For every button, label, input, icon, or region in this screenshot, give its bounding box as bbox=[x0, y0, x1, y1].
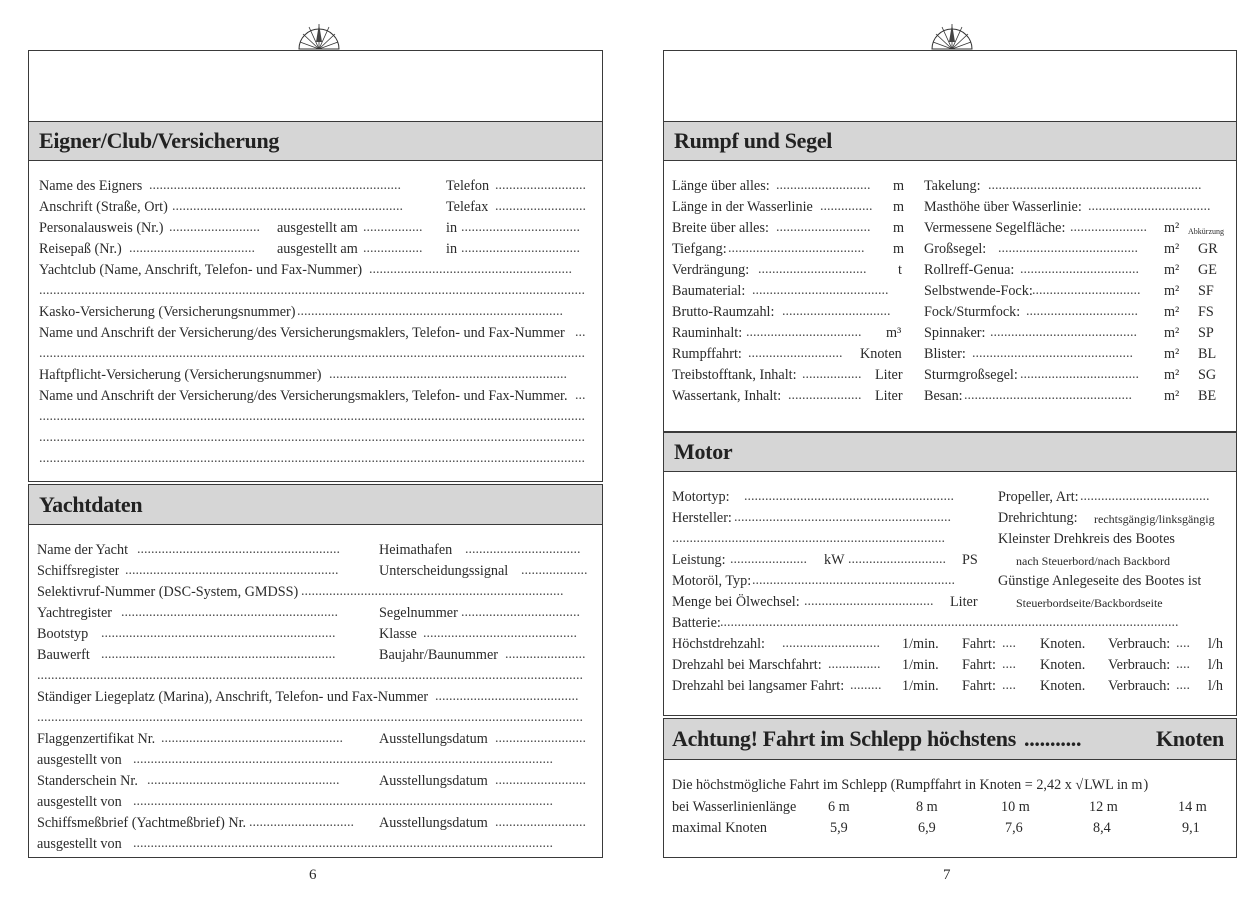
motor-section bbox=[663, 432, 1237, 716]
owner-passport-issued-label: ausgestellt am bbox=[277, 241, 358, 257]
owner-id-in-dots: .................................. bbox=[461, 220, 580, 235]
tonnage-cert-label: Schiffsmeßbrief (Yachtmeßbrief) Nr. bbox=[37, 815, 247, 831]
owner-id-label: Personalausweis (Nr.) bbox=[39, 220, 164, 236]
issued-by-2-dots: ........................................................................................................................ bbox=[133, 794, 553, 809]
build-year-dots: ....................... bbox=[505, 647, 586, 662]
waterline-length-value: 8 m bbox=[916, 799, 938, 815]
dsc-dots: ........................................................................... bbox=[301, 584, 564, 599]
issued-by-2-label: ausgestellt von bbox=[37, 794, 122, 810]
rpm-row-cons-unit: l/h bbox=[1208, 636, 1223, 652]
sail-row-abbr: SP bbox=[1198, 325, 1214, 341]
sail-row-label: Spinnaker: bbox=[924, 325, 986, 341]
max-knots-value: 9,1 bbox=[1182, 820, 1200, 836]
ship-register-label: Schiffsregister bbox=[37, 563, 120, 579]
sail-row-label: Blister: bbox=[924, 346, 966, 362]
rpm-row-knots: Knoten. bbox=[1040, 678, 1086, 694]
sail-row-abbr: GR bbox=[1198, 241, 1218, 257]
berth-dots: ......................................... bbox=[435, 689, 579, 704]
tonnage-cert-dots: .............................. bbox=[249, 815, 354, 830]
owner-id-issued-label: ausgestellt am bbox=[277, 220, 358, 236]
hull-row-label: Wassertank, Inhalt: bbox=[672, 388, 782, 404]
home-port-label: Heimathafen bbox=[379, 542, 453, 558]
liability-insurer-label: Name und Anschrift der Versicherung/des Versicherungsmaklers, Telefon- und Fax-Nummer. bbox=[39, 388, 568, 404]
owner-section-header bbox=[29, 121, 602, 161]
hull-row-label: Länge über alles: bbox=[672, 178, 770, 194]
class-label: Klasse bbox=[379, 626, 417, 642]
rpm-row-cons-unit: l/h bbox=[1208, 657, 1223, 673]
shipyard-dots-2: ............................................................................................................................................................ bbox=[37, 668, 583, 683]
tow-section bbox=[663, 718, 1237, 858]
owner-id-dots: .......................... bbox=[169, 220, 260, 235]
rpm-row-dots: ............... bbox=[828, 657, 881, 672]
issue-date-2-dots: .......................... bbox=[495, 773, 586, 788]
tow-formula-prefix: Die höchstmögliche Fahrt im Schlepp (Rumpffahrt in Knoten = 2,42 x √ bbox=[672, 777, 1084, 793]
sail-row-abbr: SF bbox=[1198, 283, 1214, 299]
rpm-row-knots: Knoten. bbox=[1040, 636, 1086, 652]
hull-section-title: Rumpf und Segel bbox=[674, 128, 833, 153]
hull-row-dots: ....................................... bbox=[752, 283, 889, 298]
oil-type-label: Motoröl, Typ: bbox=[672, 573, 752, 589]
turning-options: nach Steuerbord/nach Backbord bbox=[1016, 554, 1170, 568]
sail-row-abbr: FS bbox=[1198, 304, 1214, 320]
issue-date-3-dots: .......................... bbox=[495, 815, 586, 830]
sail-number-dots: .................................. bbox=[461, 605, 580, 620]
waterline-length-value: 6 m bbox=[828, 799, 850, 815]
sail-row-abbr: GE bbox=[1198, 262, 1217, 278]
berth-dots-2: ............................................................................................................................................................ bbox=[37, 710, 583, 725]
hull-row-unit: m bbox=[893, 220, 905, 236]
sail-row-dots: ................................ bbox=[1026, 304, 1138, 319]
docking-side-label: Günstige Anlegeseite des Bootes ist bbox=[998, 573, 1202, 589]
issued-by-1-dots: ........................................................................................................................ bbox=[133, 752, 553, 767]
sail-row-unit: m² bbox=[1164, 262, 1180, 278]
hull-row-unit: t bbox=[898, 262, 902, 278]
sail-row-unit: m² bbox=[1164, 241, 1180, 257]
turning-circle-label: Kleinster Drehkreis des Bootes bbox=[998, 531, 1175, 547]
hull-section-header bbox=[664, 121, 1236, 161]
rpm-row-cons-dots: .... bbox=[1176, 678, 1190, 693]
owner-passport-in-label: in bbox=[446, 241, 458, 257]
liability-insurer-dots-4: ............................................................................................................................................................ bbox=[39, 451, 585, 466]
owner-passport-label: Reisepaß (Nr.) bbox=[39, 241, 122, 257]
yacht-register-dots: .............................................................. bbox=[121, 605, 338, 620]
rpm-row-speed-dots: .... bbox=[1002, 678, 1016, 693]
sail-row-dots: .................................. bbox=[1020, 262, 1139, 277]
rpm-row-cons-unit: l/h bbox=[1208, 678, 1223, 694]
battery-dots: ................................................................................................................................... bbox=[720, 615, 1179, 630]
maker-dots: .............................................................. bbox=[734, 510, 951, 525]
sail-row-unit: m² bbox=[1164, 346, 1180, 362]
rpm-row-speed: Fahrt: bbox=[962, 636, 996, 652]
owner-id-issued-dots: ................. bbox=[363, 220, 423, 235]
docking-options: Steuerbordseite/Backbordseite bbox=[1016, 596, 1163, 610]
tow-formula-suffix: ) bbox=[1143, 777, 1149, 793]
yacht-data-title: Yachtdaten bbox=[39, 492, 143, 517]
oil-qty-dots: ..................................... bbox=[804, 594, 934, 609]
yacht-club-dots-2: ............................................................................................................................................................ bbox=[39, 283, 585, 298]
sail-row-unit: m² bbox=[1164, 388, 1180, 404]
right-page bbox=[625, 0, 1250, 905]
battery-label: Batterie: bbox=[672, 615, 721, 631]
owner-passport-dots: .................................... bbox=[129, 241, 255, 256]
hull-row-label: Rumpffahrt: bbox=[672, 346, 742, 362]
hull-row-dots: ............................... bbox=[758, 262, 867, 277]
berth-label: Ständiger Liegeplatz (Marina), Anschrift, Telefon- und Fax-Nummer bbox=[37, 689, 429, 705]
sail-row-label: Fock/Sturmfock: bbox=[924, 304, 1021, 320]
shipyard-dots: ................................................................... bbox=[101, 647, 336, 662]
max-knots-value: 8,4 bbox=[1093, 820, 1111, 836]
liability-dots: .................................................................... bbox=[329, 367, 567, 382]
rpm-row-speed: Fahrt: bbox=[962, 678, 996, 694]
motor-section-header bbox=[664, 433, 1236, 472]
owner-section bbox=[28, 50, 603, 482]
liability-label: Haftpflicht-Versicherung (Versicherungsnummer) bbox=[39, 367, 322, 383]
hull-section bbox=[663, 50, 1237, 432]
rpm-row-cons-dots: .... bbox=[1176, 636, 1190, 651]
kasko-insurer-dots: ... bbox=[575, 325, 586, 340]
maker-dots-2: .............................................................................. bbox=[672, 531, 945, 546]
hull-row-unit: m³ bbox=[886, 325, 902, 341]
compass-rose-icon bbox=[297, 22, 341, 50]
rpm-row-unit: 1/min. bbox=[902, 678, 939, 694]
motor-type-label: Motortyp: bbox=[672, 489, 730, 505]
hull-row-dots: ............... bbox=[820, 199, 873, 214]
owner-id-in-label: in bbox=[446, 220, 458, 236]
hull-row-label: Rauminhalt: bbox=[672, 325, 743, 341]
yacht-club-label: Yachtclub (Name, Anschrift, Telefon- und Fax-Nummer) bbox=[39, 262, 363, 278]
call-sign-dots: ................... bbox=[521, 563, 588, 578]
propeller-label: Propeller, Art: bbox=[998, 489, 1079, 505]
sail-row-dots: .................................. bbox=[1020, 367, 1139, 382]
rpm-row-cons-dots: .... bbox=[1176, 657, 1190, 672]
sail-row-label: Besan: bbox=[924, 388, 963, 404]
rpm-row-consumption: Verbrauch: bbox=[1108, 657, 1171, 673]
issue-date-1-label: Ausstellungsdatum bbox=[379, 731, 488, 747]
max-knots-label: maximal Knoten bbox=[672, 820, 767, 836]
issued-by-3-dots: ........................................................................................................................ bbox=[133, 836, 553, 851]
kasko-insurer-dots-2: ............................................................................................................................................................ bbox=[39, 346, 585, 361]
sail-row-dots: .......................................... bbox=[990, 325, 1137, 340]
kasko-label: Kasko-Versicherung (Versicherungsnummer) bbox=[39, 304, 296, 320]
hull-row-dots: ............................... bbox=[782, 304, 891, 319]
issue-date-3-label: Ausstellungsdatum bbox=[379, 815, 488, 831]
tow-title-end: Knoten bbox=[1156, 726, 1224, 751]
rpm-row-speed-dots: .... bbox=[1002, 657, 1016, 672]
issue-date-1-dots: .......................... bbox=[495, 731, 586, 746]
rpm-row-knots: Knoten. bbox=[1040, 657, 1086, 673]
burgee-label: Standerschein Nr. bbox=[37, 773, 138, 789]
liability-insurer-dots: ... bbox=[575, 388, 586, 403]
owner-address-label: Anschrift (Straße, Ort) bbox=[39, 199, 168, 215]
abbreviation-header: Abkürzung bbox=[1188, 227, 1224, 236]
hull-row-dots: ................. bbox=[802, 367, 862, 382]
sail-row-label: Selbstwende-Fock: bbox=[924, 283, 1033, 299]
hull-row-dots: ..................... bbox=[788, 388, 862, 403]
oil-qty-unit: Liter bbox=[950, 594, 978, 610]
rigging-dots: ............................................................. bbox=[988, 178, 1202, 193]
liability-insurer-dots-2: ............................................................................................................................................................ bbox=[39, 409, 585, 424]
max-knots-value: 6,9 bbox=[918, 820, 936, 836]
sail-row-dots: ................................................ bbox=[964, 388, 1132, 403]
sail-row-label: Sturmgroßsegel: bbox=[924, 367, 1018, 383]
hull-row-label: Breite über alles: bbox=[672, 220, 769, 236]
hull-row-unit: m bbox=[893, 199, 905, 215]
oil-qty-label: Menge bei Ölwechsel: bbox=[672, 594, 800, 610]
power-dots: ...................... bbox=[730, 552, 807, 567]
shipyard-label: Bauwerft bbox=[37, 647, 90, 663]
sail-number-label: Segelnummer bbox=[379, 605, 458, 621]
owner-phone-label: Telefon bbox=[446, 178, 490, 194]
sail-row-unit: m² bbox=[1164, 283, 1180, 299]
rpm-row-consumption: Verbrauch: bbox=[1108, 678, 1171, 694]
sail-row-abbr: BL bbox=[1198, 346, 1217, 362]
sail-row-label: Rollreff-Genua: bbox=[924, 262, 1015, 278]
kasko-dots: ............................................................................ bbox=[297, 304, 563, 319]
rpm-row-unit: 1/min. bbox=[902, 636, 939, 652]
hull-row-unit: Knoten bbox=[860, 346, 902, 362]
sail-row-unit: m² bbox=[1164, 304, 1180, 320]
hull-row-dots: ....................................... bbox=[728, 241, 865, 256]
kasko-insurer-label: Name und Anschrift der Versicherung/des Versicherungsmaklers, Telefon- und Fax-Nummer bbox=[39, 325, 565, 341]
power-label: Leistung: bbox=[672, 552, 726, 568]
power-kw-label: kW bbox=[824, 552, 845, 568]
owner-address-dots: .................................................................. bbox=[172, 199, 403, 214]
yacht-data-section bbox=[28, 484, 603, 858]
sail-row-label: Großsegel: bbox=[924, 241, 987, 257]
boat-type-label: Bootstyp bbox=[37, 626, 89, 642]
rotation-options: rechtsgängig/linksgängig bbox=[1094, 512, 1215, 526]
tow-section-header bbox=[664, 719, 1236, 760]
motor-type-dots: ............................................................ bbox=[744, 489, 954, 504]
hull-row-label: Baumaterial: bbox=[672, 283, 746, 299]
rpm-row-dots: ......... bbox=[850, 678, 882, 693]
flag-cert-label: Flaggenzertifikat Nr. bbox=[37, 731, 156, 747]
oil-type-dots: .......................................................... bbox=[752, 573, 955, 588]
owner-name-label: Name des Eigners bbox=[39, 178, 143, 194]
issued-by-3-label: ausgestellt von bbox=[37, 836, 122, 852]
hull-row-dots: ........................... bbox=[776, 178, 871, 193]
rpm-row-speed: Fahrt: bbox=[962, 657, 996, 673]
owner-name-dots: ........................................................................ bbox=[149, 178, 401, 193]
hull-row-label: Treibstofftank, Inhalt: bbox=[672, 367, 797, 383]
tow-title-dots: ........... bbox=[1024, 726, 1082, 751]
motor-section-title: Motor bbox=[674, 439, 733, 464]
rpm-row-unit: 1/min. bbox=[902, 657, 939, 673]
owner-fax-label: Telefax bbox=[446, 199, 489, 215]
issued-by-1-label: ausgestellt von bbox=[37, 752, 122, 768]
sail-row-unit: m² bbox=[1164, 367, 1180, 383]
home-port-dots: ................................. bbox=[465, 542, 581, 557]
hull-row-unit: m bbox=[893, 178, 905, 194]
build-year-label: Baujahr/Baunummer bbox=[379, 647, 498, 663]
tow-title-start: Achtung! Fahrt im Schlepp höchstens bbox=[672, 726, 1016, 751]
hull-row-unit: Liter bbox=[875, 367, 903, 383]
hull-row-label: Tiefgang: bbox=[672, 241, 727, 257]
tow-formula-lwl: LWL in m bbox=[1084, 777, 1143, 793]
sail-area-dots: ...................... bbox=[1070, 220, 1147, 235]
hull-row-unit: m bbox=[893, 241, 905, 257]
yacht-name-label: Name der Yacht bbox=[37, 542, 129, 558]
sail-row-abbr: BE bbox=[1198, 388, 1217, 404]
max-knots-value: 7,6 bbox=[1005, 820, 1023, 836]
liability-insurer-dots-3: ............................................................................................................................................................ bbox=[39, 430, 585, 445]
hull-row-dots: ........................... bbox=[748, 346, 843, 361]
sail-area-unit: m² bbox=[1164, 220, 1180, 236]
rpm-row-label: Drehzahl bei langsamer Fahrt: bbox=[672, 678, 845, 694]
rpm-row-dots: ............................ bbox=[782, 636, 880, 651]
yacht-register-label: Yachtregister bbox=[37, 605, 112, 621]
power-ps-label: PS bbox=[962, 552, 978, 568]
flag-cert-dots: .................................................... bbox=[161, 731, 343, 746]
hull-row-label: Brutto-Raumzahl: bbox=[672, 304, 775, 320]
rpm-row-label: Höchstdrehzahl: bbox=[672, 636, 765, 652]
yacht-data-header bbox=[29, 485, 602, 525]
page-number-left: 6 bbox=[309, 867, 317, 883]
waterline-length-value: 10 m bbox=[1001, 799, 1030, 815]
owner-fax-dots: .......................... bbox=[495, 199, 586, 214]
yacht-club-dots: .......................................................... bbox=[369, 262, 572, 277]
mast-height-dots: ................................... bbox=[1088, 199, 1211, 214]
burgee-dots: ....................................................... bbox=[147, 773, 340, 788]
maker-label: Hersteller: bbox=[672, 510, 732, 526]
rpm-row-label: Drehzahl bei Marschfahrt: bbox=[672, 657, 822, 673]
owner-section-title: Eigner/Club/Versicherung bbox=[39, 128, 280, 153]
owner-passport-issued-dots: ................. bbox=[363, 241, 423, 256]
hull-row-dots: ........................... bbox=[776, 220, 871, 235]
mast-height-label: Masthöhe über Wasserlinie: bbox=[924, 199, 1082, 215]
rotation-label: Drehrichtung: bbox=[998, 510, 1078, 526]
boat-type-dots: ................................................................... bbox=[101, 626, 336, 641]
hull-row-unit: Liter bbox=[875, 388, 903, 404]
owner-phone-dots: .......................... bbox=[495, 178, 586, 193]
tow-formula bbox=[672, 777, 1148, 795]
waterline-length-label: bei Wasserlinienlänge bbox=[672, 799, 797, 815]
propeller-dots: ..................................... bbox=[1080, 489, 1210, 504]
page-number-right: 7 bbox=[943, 867, 951, 883]
call-sign-label: Unterscheidungssignal bbox=[379, 563, 509, 579]
sail-row-dots: ............................... bbox=[1032, 283, 1141, 298]
yacht-name-dots: .......................................................... bbox=[137, 542, 340, 557]
power-kw-dots: ............................ bbox=[848, 552, 946, 567]
hull-row-label: Verdrängung: bbox=[672, 262, 750, 278]
sail-row-abbr: SG bbox=[1198, 367, 1217, 383]
rpm-row-consumption: Verbrauch: bbox=[1108, 636, 1171, 652]
hull-row-dots: ................................. bbox=[746, 325, 862, 340]
waterline-length-value: 14 m bbox=[1178, 799, 1207, 815]
sail-area-label: Vermessene Segelfläche: bbox=[924, 220, 1066, 236]
sail-row-unit: m² bbox=[1164, 325, 1180, 341]
waterline-length-value: 12 m bbox=[1089, 799, 1118, 815]
sail-row-dots: ........................................ bbox=[998, 241, 1138, 256]
dsc-label: Selektivruf-Nummer (DSC-System, GMDSS) bbox=[37, 584, 299, 600]
rigging-label: Takelung: bbox=[924, 178, 981, 194]
class-dots: ............................................ bbox=[423, 626, 577, 641]
sail-row-dots: .............................................. bbox=[972, 346, 1133, 361]
ship-register-dots: ............................................................. bbox=[125, 563, 339, 578]
compass-rose-icon bbox=[930, 22, 974, 50]
hull-row-label: Länge in der Wasserlinie bbox=[672, 199, 813, 215]
issue-date-2-label: Ausstellungsdatum bbox=[379, 773, 488, 789]
max-knots-value: 5,9 bbox=[830, 820, 848, 836]
owner-passport-in-dots: .................................. bbox=[461, 241, 580, 256]
rpm-row-speed-dots: .... bbox=[1002, 636, 1016, 651]
